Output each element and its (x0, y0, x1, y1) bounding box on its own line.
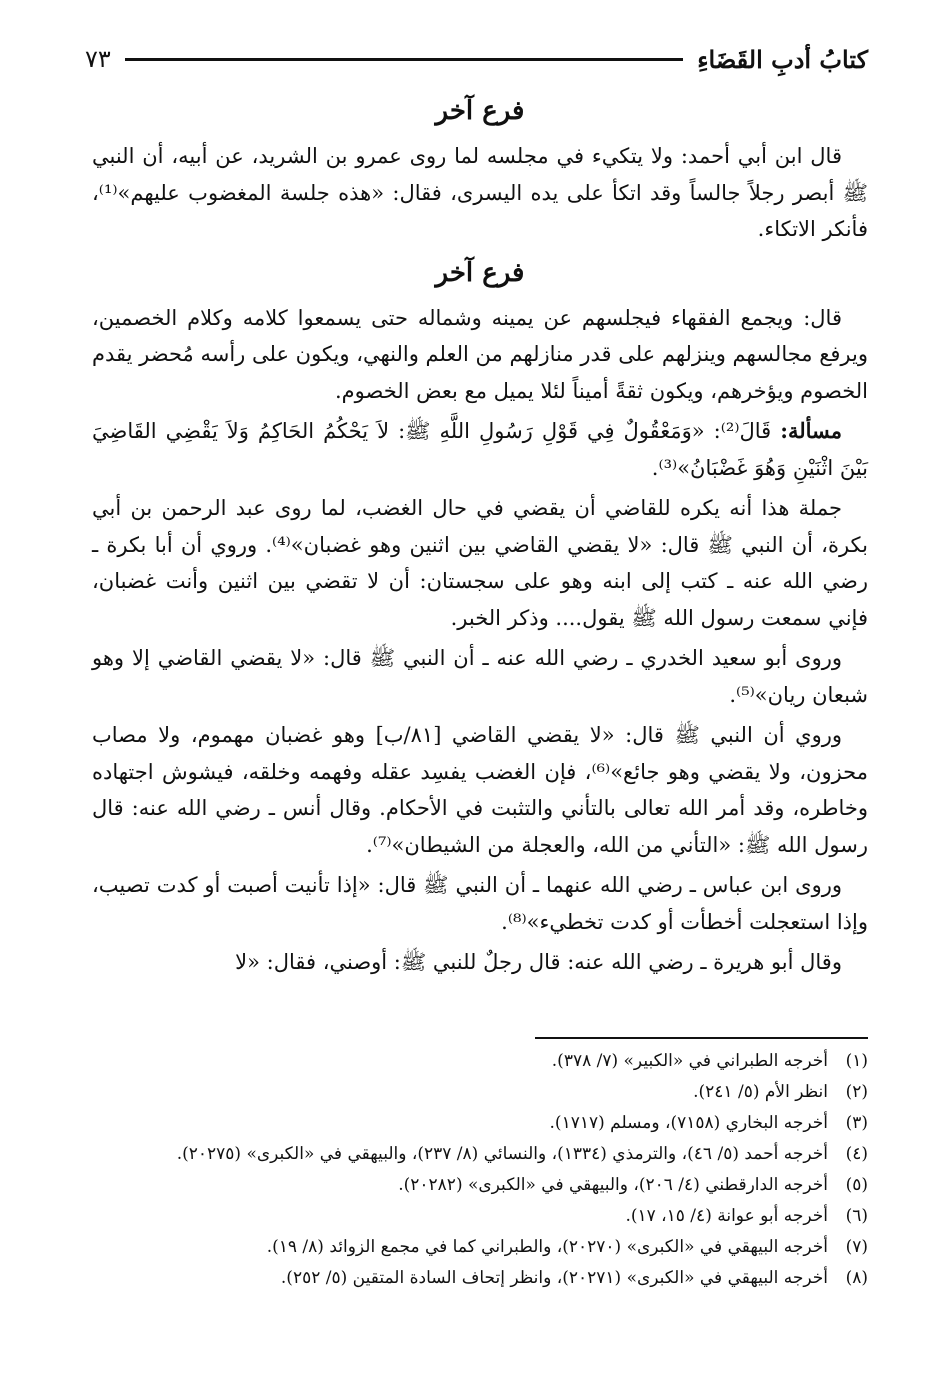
footnote-number: (٤) (845, 1144, 868, 1164)
footnote-number: (٥) (845, 1175, 868, 1195)
footnote-text: أخرجه البخاري (٧١٥٨)، ومسلم (١٧١٧). (549, 1113, 828, 1133)
paragraph: قال ابن أبي أحمد: ولا يتكيء في مجلسه لما روى عمرو بن الشريد، عن أبيه، أن النبي ﷺ أبصر رجلاً جالساً وقد اتكأ على يده اليسرى، فقال: «هذه جلسة المغضوب عليهم»⁽¹⁾، فأنكر الاتكاء. (92, 144, 868, 241)
paragraph: وروى ابن عباس ـ رضي الله عنهما ـ أن النبي ﷺ قال: «إذا تأنيت أصبت أو كدت تصيب، وإذا استعجلت أخطأت أو كدت تخطيء»⁽⁸⁾. (92, 873, 868, 934)
footnote-divider (535, 1037, 868, 1039)
footnote-text: أخرجه الطبراني في «الكبير» (٧/ ٣٧٨). (551, 1051, 828, 1071)
footnote-text: أخرجه أبو عوانة (٤/ ١٥، ١٧). (625, 1206, 828, 1226)
footnote (92, 1170, 868, 1201)
footnote-number: (٢) (845, 1082, 868, 1102)
book-title: كتابُ أدبِ القَضَاءِ (697, 44, 868, 74)
header-rule (125, 58, 683, 61)
footnotes (92, 1046, 868, 1294)
footnote (92, 1232, 868, 1263)
masala-text: قَالَ⁽²⁾: «وَمَعْقُولٌ فِي قَوْلِ رَسُولِ اللَّهِ ﷺ: لاَ يَحْكُمُ الحَاكِمُ وَلاَ يَقْضِي القَاضِيَ بَيْنَ اثْنَيْنِ وَهُوَ غَضْبَانُ»⁽³⁾. (92, 419, 868, 480)
footnote-text: أخرجه البيهقي في «الكبرى» (٢٠٢٧١)، وانظر إتحاف السادة المتقين (٥/ ٢٥٢). (280, 1268, 828, 1288)
footnote (92, 1108, 868, 1139)
footnote-text: أخرجه أحمد (٥/ ٤٦)، والترمذي (١٣٣٤)، والنسائي (٨/ ٢٣٧)، والبيهقي في «الكبرى» (٢٠٢٧٥). (176, 1144, 828, 1164)
footnote (92, 1046, 868, 1077)
footnote-text: أخرجه البيهقي في «الكبرى» (٢٠٢٧٠)، والطبراني كما في مجمع الزوائد (٨/ ١٩). (266, 1237, 828, 1257)
footnote-number: (٣) (845, 1113, 868, 1133)
footnote (92, 1139, 868, 1170)
masala-label: مسألة: (780, 418, 842, 443)
footnote-number: (٨) (845, 1268, 868, 1288)
footnote (92, 1263, 868, 1294)
footnote-number: (٦) (845, 1206, 868, 1226)
masala-paragraph (92, 413, 868, 486)
footnote-number: (١) (845, 1051, 868, 1071)
page-number: ٧٣ (85, 45, 111, 73)
footnote-text: أخرجه الدارقطني (٤/ ٢٠٦)، والبيهقي في «الكبرى» (٢٠٢٨٢). (398, 1175, 828, 1195)
footnote (92, 1077, 868, 1108)
footnote (92, 1201, 868, 1232)
section-heading: فرع آخر (435, 96, 525, 126)
footnote-number: (٧) (845, 1237, 868, 1257)
running-header (85, 36, 868, 82)
section-heading: فرع آخر (435, 257, 525, 288)
paragraph: قال: ويجمع الفقهاء فيجلسهم عن يمينه وشماله حتى يسمعوا كلامه وكلام الخصمين، ويرفع مجالسهم وينزلهم على قدر منازلهم من العلم والنهي، ويكون على رأسه مُحضر يقدم الخصوم ويؤخرهم، ويكون ثقةً أميناً لئلا يميل مع بعض الخصوم. (92, 305, 868, 403)
paragraph: وقال أبو هريرة ـ رضي الله عنه: قال رجلٌ للنبي ﷺ: أوصني، فقال: «لا (235, 950, 842, 974)
main-text (92, 86, 868, 985)
paragraph: جملة هذا أنه يكره للقاضي أن يقضي في حال الغضب، لما روى عبد الرحمن بن أبي بكرة، أن النبي ﷺ قال: «لا يقضي القاضي بين اثنين وهو غضبان»⁽⁴⁾. وروي أن أبا بكرة ـ رضي الله عنه ـ كتب إلى ابنه وهو على سجستان: أن لا تقضي بين اثنين وأنت غضبان، فإني سمعت رسول الله ﷺ يقول.... وذكر الخبر. (92, 496, 868, 630)
footnote-text: انظر الأم (٥/ ٢٤١). (693, 1082, 828, 1102)
paragraph: وروى أبو سعيد الخدري ـ رضي الله عنه ـ أن النبي ﷺ قال: «لا يقضي القاضي إلا وهو شبعان ريان»⁽⁵⁾. (92, 646, 868, 707)
paragraph: وروي أن النبي ﷺ قال: «لا يقضي القاضي [٨١/ب] وهو غضبان مهموم، ولا مصاب محزون، ولا يقضي وهو جائع»⁽⁶⁾، فإن الغضب يفسِد عقله وفهمه وخلقه، فيشوش اجتهاده وخاطره، وقد أمر الله تعالى بالتأني والتثبت في الأحكام. وقال أنس ـ رضي الله عنه: قال رسول الله ﷺ: «التأني من الله، والعجلة من الشيطان»⁽⁷⁾. (92, 723, 868, 857)
